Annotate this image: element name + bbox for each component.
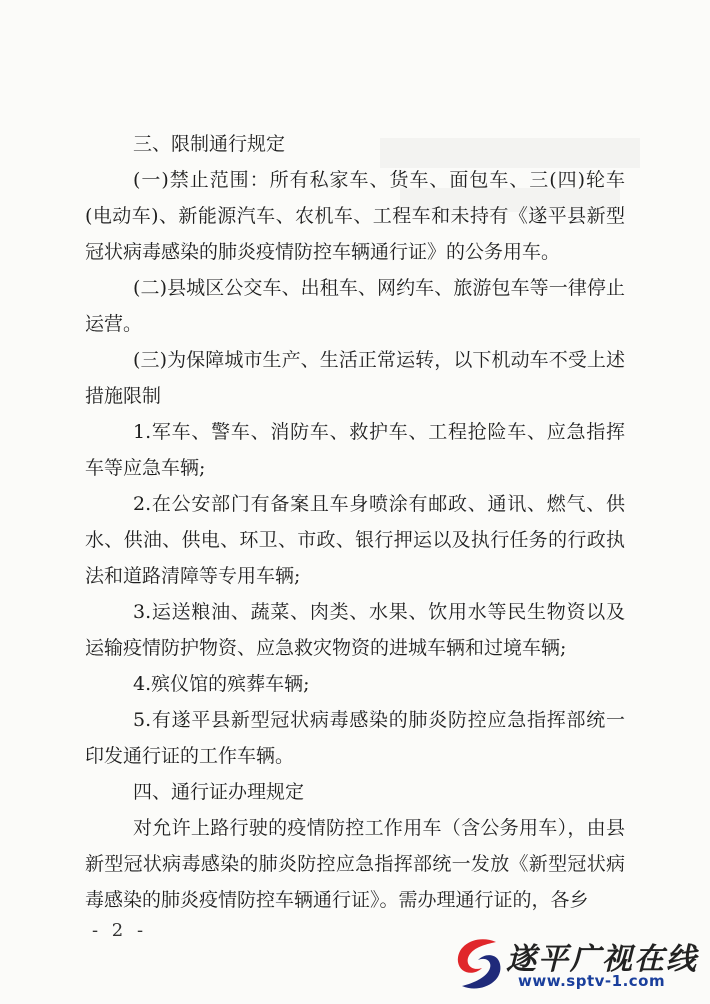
list-item-emergency-vehicles: 1.军车、警车、消防车、救护车、工程抢险车、应急指挥车等应急车辆;: [85, 421, 625, 479]
paragraph-prohibited-scope: (一)禁止范围：所有私家车、货车、面包车、三(四)轮车(电动车)、新能源汽车、农机车、工程车和未持有《遂平县新型冠状病毒感染的肺炎疫情防控车辆通行证》的公务用车。: [85, 169, 625, 263]
paragraph-public-transport: (二)县城区公交车、出租车、网约车、旅游包车等一律停止运营。: [85, 277, 625, 335]
document-body: [85, 126, 625, 918]
watermark-logo: [440, 932, 702, 998]
page-number: - 2 -: [92, 920, 148, 941]
list-item-special-vehicles: 2.在公安部门有备案且车身喷涂有邮政、通讯、燃气、供水、供油、供电、环卫、市政、银行押运以及执行任务的行政执法和道路清障等专用车辆;: [85, 493, 625, 587]
watermark-url: www.sptv-1.com: [518, 972, 666, 990]
watermark-title: 遂平广视在线: [506, 942, 698, 977]
paragraph-exemptions-intro: (三)为保障城市生产、生活正常运转，以下机动车不受上述措施限制: [85, 349, 625, 407]
paragraph-permit-procedure: 对允许上路行驶的疫情防控工作用车（含公务用车），由县新型冠状病毒感染的肺炎防控应急指挥部统一发放《新型冠状病毒感染的肺炎疫情防控车辆通行证》。需办理通行证的，各乡: [85, 817, 625, 911]
list-item-permit-vehicles: 5.有遂平县新型冠状病毒感染的肺炎防控应急指挥部统一印发通行证的工作车辆。: [85, 709, 625, 767]
list-item-supply-vehicles: 3.运送粮油、蔬菜、肉类、水果、饮用水等民生物资以及运输疫情防护物资、应急救灾物资的进城车辆和过境车辆;: [85, 601, 625, 659]
section-4-heading: 四、通行证办理规定: [133, 781, 305, 803]
swirl-logo-icon: [448, 932, 510, 994]
list-item-funeral-vehicles: 4.殡仪馆的殡葬车辆;: [133, 673, 310, 695]
section-3-heading: 三、限制通行规定: [133, 133, 286, 155]
